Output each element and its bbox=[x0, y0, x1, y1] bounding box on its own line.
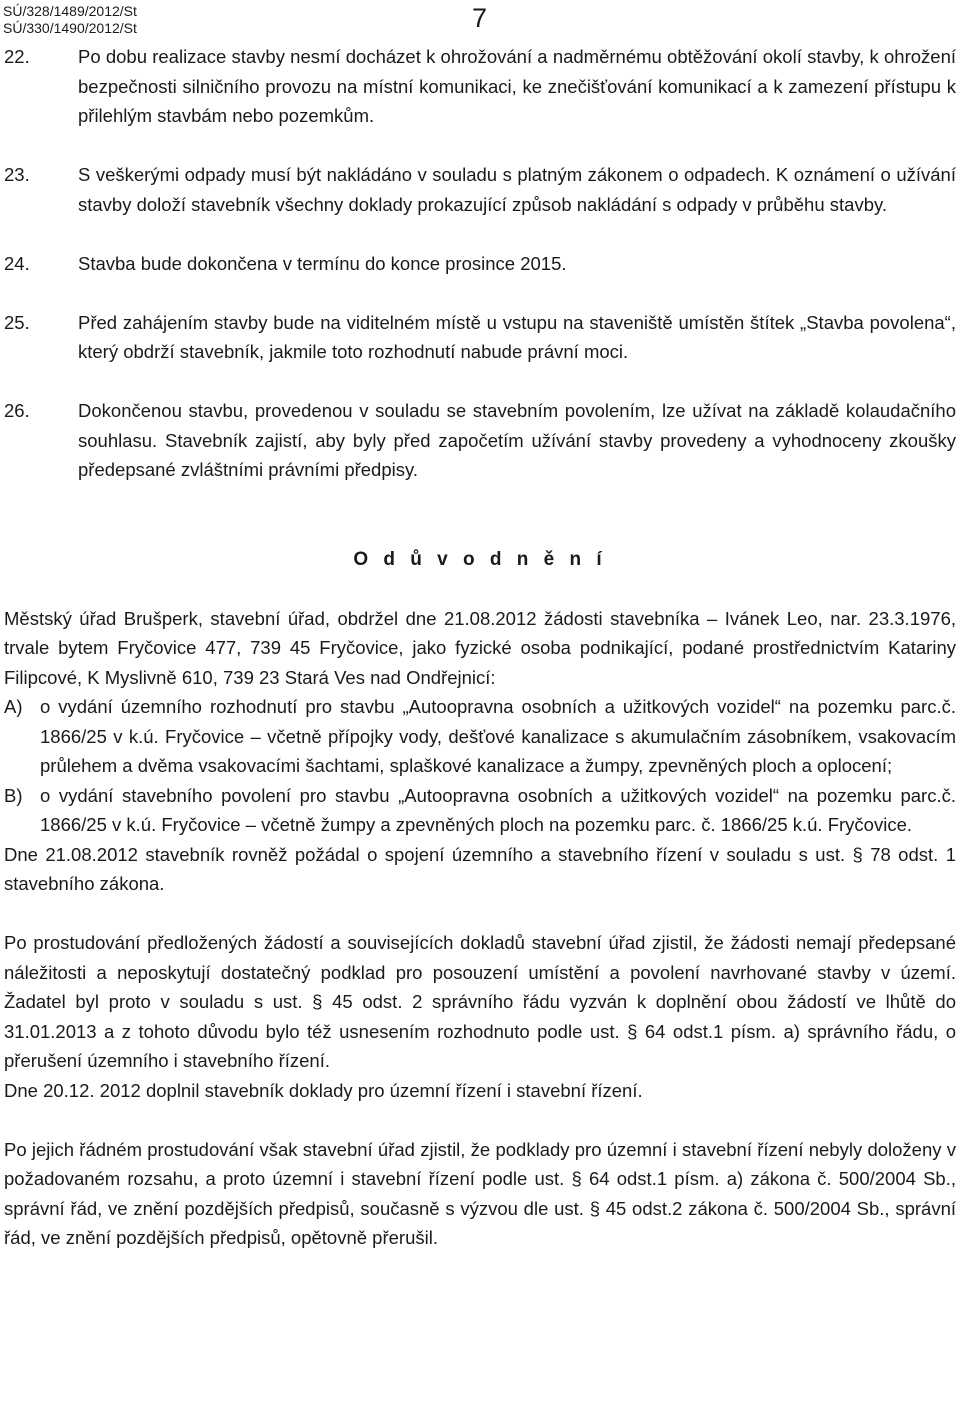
condition-text: Před zahájením stavby bude na viditelném místě u vstupu na staveniště umístěn štítek „Stavba povolena“, který obdrží stavebník, jakmile toto rozhodnutí nabude právní moci. bbox=[78, 311, 956, 362]
request-label: A) bbox=[4, 696, 23, 717]
condition-item bbox=[4, 308, 956, 367]
condition-number: 25. bbox=[4, 311, 30, 333]
condition-number: 24. bbox=[4, 252, 30, 274]
document-body bbox=[4, 42, 956, 1253]
condition-number: 26. bbox=[4, 400, 30, 421]
reasoning-intro: Městský úřad Brušperk, stavební úřad, obdržel dne 21.08.2012 žádosti stavebníka – Ivánek Leo, nar. 23.3.1976, trvale bytem Fryčovice 477, 739 45 Fryčovice, jako fyzické osoba podnikající, podané prostřednictvím Katariny Filipcové, K Myslivně 610, 739 23 Stará Ves nad Ondřejnicí: bbox=[4, 607, 956, 688]
request-text: o vydání územního rozhodnutí pro stavbu „Autoopravna osobních a užitkových vozidel“ na pozemku parc.č. 1866/25 v k.ú. Fryčovice – včetně přípojky vody, dešťové kanalizace s akumulačním zásobníkem, vsakovacím průlehem a dvěma vsakovacími šachtami, splaškové kanalizace a žumpy, zpevněných ploch a oplocení; bbox=[40, 696, 956, 776]
request-item bbox=[4, 781, 956, 840]
condition-text: Stavba bude dokončena v termínu do konce prosince 2015. bbox=[78, 252, 567, 274]
request-item bbox=[4, 692, 956, 781]
reference-number-1: SÚ/328/1489/2012/St bbox=[3, 3, 137, 19]
condition-text: Dokončenou stavbu, provedenou v souladu se stavebním povolením, lze užívat na základě kolaudačního souhlasu. Stavebník zajistí, aby byly před započetím užívání stavby provedeny a vyhodnoceny zkoušky předepsané zvláštními právními předpisy. bbox=[78, 400, 956, 480]
condition-item bbox=[4, 42, 956, 131]
suspension-paragraph: Po prostudování předložených žádostí a souvisejících dokladů stavební úřad zjistil, že žádosti nemají předepsané náležitosti a neposkytují dostatečný podklad pro posouzení umístění a povolení navrhované stavby v území. Žadatel byl proto v souladu s ust. § 45 odst. 2 správního řádu vyzván k doplnění obou žádostí ve lhůtě do 31.01.2013 a z tohoto důvodu bylo též usnesením rozhodnuto podle ust. § 64 odst.1 písm. a) správního řádu, o přerušení územního i stavebního řízení. bbox=[4, 932, 956, 1071]
request-text: o vydání stavebního povolení pro stavbu „Autoopravna osobních a užitkových vozidel“ na pozemku parc.č. 1866/25 v k.ú. Fryčovice – včetně žumpy a zpevněných ploch na pozemku parc. č. 1866/25 k.ú. Fryčovice. bbox=[40, 784, 956, 835]
condition-number: 22. bbox=[4, 46, 30, 67]
repeated-suspension-paragraph: Po jejich řádném prostudování však stavební úřad zjistil, že podklady pro územní i stavební řízení nebyly doloženy v požadovaném rozsahu, a proto územní i stavební řízení podle ust. § 64 odst.1 písm. a) zákona č. 500/2004 Sb., správní řád, ve znění pozdějších předpisů, současně s výzvou dle ust. § 45 odst.2 zákona č. 500/2004 Sb., správní řád, ve znění pozdějších předpisů, opětovně přerušil. bbox=[4, 1138, 956, 1248]
merge-request-paragraph: Dne 21.08.2012 stavebník rovněž požádal o spojení územního a stavebního řízení v souladu s ust. § 78 odst. 1 stavebního zákona. bbox=[4, 843, 956, 894]
condition-item bbox=[4, 396, 956, 485]
condition-number: 23. bbox=[4, 164, 30, 185]
condition-text: Po dobu realizace stavby nesmí docházet k ohrožování a nadměrnému obtěžování okolí stavby, k ohrožení bezpečnosti silničního provozu na místní komunikaci, ke znečišťování komunikací a k zamezení přístupu k přilehlým stavbám nebo pozemkům. bbox=[78, 46, 956, 126]
document-reference bbox=[3, 3, 137, 37]
condition-text: S veškerými odpady musí být nakládáno v souladu s platným zákonem o odpadech. K oznámení o užívání stavby doloží stavebník všechny doklady prokazující způsob nakládání s odpady v průběhu stavby. bbox=[78, 164, 956, 215]
request-label: B) bbox=[4, 784, 23, 806]
section-heading: O d ů v o d n ě n í bbox=[353, 548, 607, 570]
condition-item bbox=[4, 249, 956, 279]
reference-number-2: SÚ/330/1490/2012/St bbox=[3, 20, 137, 36]
supplement-paragraph: Dne 20.12. 2012 doplnil stavebník doklady pro územní řízení i stavební řízení. bbox=[4, 1079, 643, 1101]
condition-item bbox=[4, 160, 956, 219]
page-number: 7 bbox=[472, 3, 488, 33]
